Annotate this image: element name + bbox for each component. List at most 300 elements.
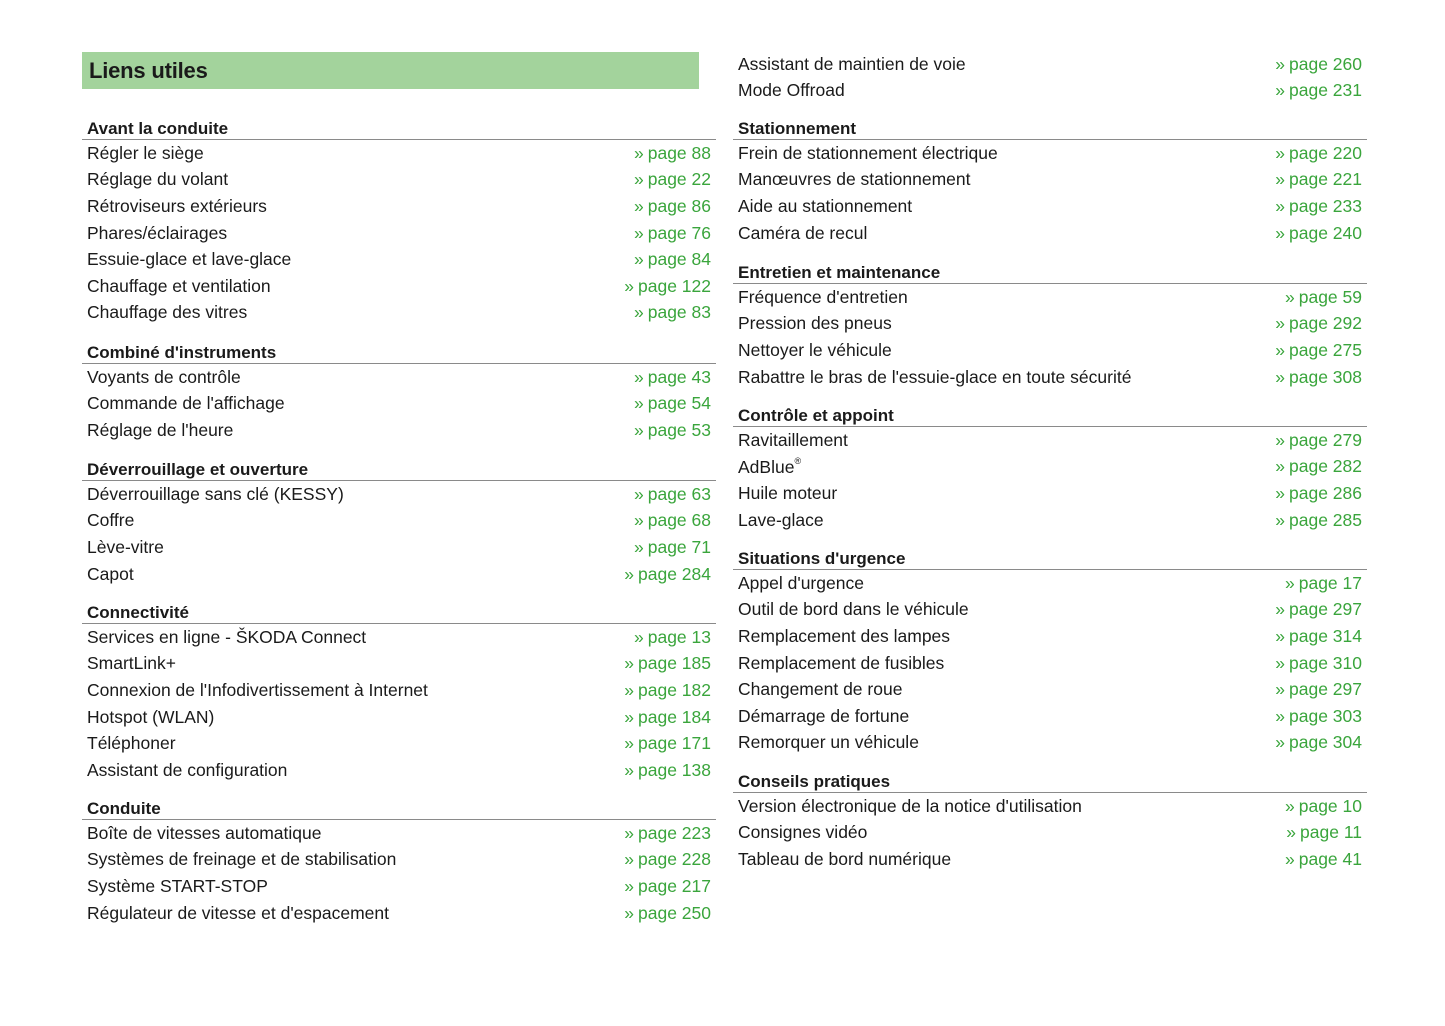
page-ref[interactable]: page 282 xyxy=(1289,456,1362,477)
page-link[interactable] xyxy=(634,510,711,531)
item-label-text: Caméra de recul xyxy=(738,222,868,243)
list-item xyxy=(733,570,1367,597)
item-label-text: Connexion de l'Infodivertissement à Internet xyxy=(87,679,428,700)
raquo-icon: » xyxy=(1275,222,1285,243)
page-ref[interactable]: page 220 xyxy=(1289,142,1362,163)
page-ref[interactable]: page 292 xyxy=(1289,313,1362,334)
list-item xyxy=(733,284,1367,311)
item-label xyxy=(738,796,1082,817)
raquo-icon: » xyxy=(624,902,634,923)
list-item xyxy=(82,624,716,651)
item-label-text: Essuie-glace et lave-glace xyxy=(87,249,292,270)
item-label xyxy=(738,169,970,190)
list-item xyxy=(733,703,1367,730)
page-ref[interactable]: page 122 xyxy=(638,275,711,296)
item-label xyxy=(87,420,233,441)
item-label-text: Déverrouillage sans clé (KESSY) xyxy=(87,483,344,504)
item-label xyxy=(87,903,389,924)
item-label-text: Nettoyer le véhicule xyxy=(738,339,892,360)
list-item xyxy=(733,597,1367,624)
page-link[interactable] xyxy=(634,393,711,414)
item-label-text: Version électronique de la notice d'utilisation xyxy=(738,795,1082,816)
list-item xyxy=(733,846,1367,873)
page-link[interactable] xyxy=(1275,626,1362,647)
page-title: Liens utiles xyxy=(89,57,208,83)
list-item xyxy=(733,140,1367,167)
raquo-icon: » xyxy=(1275,142,1285,163)
page-ref[interactable]: page 221 xyxy=(1289,169,1362,190)
raquo-icon: » xyxy=(634,510,644,531)
list-item xyxy=(733,623,1367,650)
page-ref[interactable]: page 250 xyxy=(638,902,711,923)
page-link[interactable] xyxy=(1286,822,1362,843)
page-link[interactable] xyxy=(1275,143,1362,164)
page-ref[interactable]: page 53 xyxy=(647,419,711,440)
list-item xyxy=(733,311,1367,338)
page-link[interactable] xyxy=(634,223,711,244)
page-ref[interactable]: page 217 xyxy=(638,875,711,896)
list-item xyxy=(82,508,716,535)
page-link[interactable] xyxy=(1275,169,1362,190)
page-link[interactable] xyxy=(624,903,711,924)
item-label-text: Réglage de l'heure xyxy=(87,419,234,440)
page-ref[interactable]: page 184 xyxy=(638,706,711,727)
item-label-text: Boîte de vitesses automatique xyxy=(87,822,322,843)
list-item xyxy=(82,847,716,874)
raquo-icon: » xyxy=(1275,53,1285,74)
list-item xyxy=(82,677,716,704)
item-label xyxy=(738,653,944,674)
raquo-icon: » xyxy=(624,875,634,896)
item-label xyxy=(87,537,164,558)
page-link[interactable] xyxy=(1275,706,1362,727)
page-link[interactable] xyxy=(624,849,711,870)
page-ref[interactable]: page 171 xyxy=(638,733,711,754)
page-link[interactable] xyxy=(1275,80,1362,101)
page-link[interactable] xyxy=(634,196,711,217)
page-link[interactable] xyxy=(624,733,711,754)
item-label xyxy=(738,706,909,727)
item-label xyxy=(87,823,321,844)
item-label xyxy=(87,707,214,728)
raquo-icon: » xyxy=(1275,429,1285,450)
raquo-icon: » xyxy=(634,366,644,387)
list-item xyxy=(82,364,716,391)
list-item xyxy=(733,676,1367,703)
page-ref[interactable]: page 88 xyxy=(647,142,711,163)
item-label-text: Appel d'urgence xyxy=(738,572,864,593)
item-label xyxy=(738,143,998,164)
page-ref[interactable]: page 233 xyxy=(1289,195,1362,216)
item-label-text: Commande de l'affichage xyxy=(87,393,285,414)
item-label xyxy=(87,223,227,244)
section-heading: Stationnement xyxy=(733,114,1367,140)
page-ref[interactable]: page 240 xyxy=(1289,222,1362,243)
page-ref[interactable]: page 41 xyxy=(1298,848,1362,869)
raquo-icon: » xyxy=(624,563,634,584)
page-link[interactable] xyxy=(1275,223,1362,244)
page-link[interactable] xyxy=(634,420,711,441)
list-item xyxy=(82,820,716,847)
item-label-text: Services en ligne - ŠKODA Connect xyxy=(87,626,367,647)
item-label-text: Rétroviseurs extérieurs xyxy=(87,195,267,216)
page-ref[interactable]: page 138 xyxy=(638,759,711,780)
page-link[interactable] xyxy=(634,249,711,270)
page-link[interactable] xyxy=(624,707,711,728)
section-entretien-et-maintenance xyxy=(733,258,1367,390)
item-label-text: Aide au stationnement xyxy=(738,195,913,216)
page-ref[interactable]: page 231 xyxy=(1289,80,1362,101)
section-heading: Connectivité xyxy=(82,598,716,624)
registered-mark: ® xyxy=(794,455,802,466)
page-ref[interactable]: page 54 xyxy=(647,393,711,414)
section-conseils-pratiques xyxy=(733,767,1367,873)
item-label xyxy=(738,196,912,217)
item-label xyxy=(738,430,848,451)
list-item xyxy=(82,873,716,900)
page-link[interactable] xyxy=(624,680,711,701)
page-ref[interactable]: page 17 xyxy=(1298,572,1362,593)
list-item xyxy=(82,900,716,927)
page-ref[interactable]: page 182 xyxy=(638,679,711,700)
raquo-icon: » xyxy=(1285,572,1295,593)
item-label-text: Lave-glace xyxy=(738,509,824,530)
section-heading: Situations d'urgence xyxy=(733,544,1367,570)
section-heading: Avant la conduite xyxy=(82,114,716,140)
section-conduite xyxy=(82,794,716,926)
page-link[interactable] xyxy=(1285,796,1362,817)
item-label-text: Coffre xyxy=(87,510,135,531)
item-label xyxy=(87,876,268,897)
page-ref[interactable]: page 11 xyxy=(1300,822,1362,843)
item-label-text: Régulateur de vitesse et d'espacement xyxy=(87,902,389,923)
list-item xyxy=(733,167,1367,194)
page-ref[interactable]: page 303 xyxy=(1289,705,1362,726)
item-label-text: Remplacement des lampes xyxy=(738,625,951,646)
list-item xyxy=(733,507,1367,534)
item-label xyxy=(87,367,241,388)
item-label xyxy=(87,249,291,270)
page-link[interactable] xyxy=(1275,456,1362,477)
item-label xyxy=(738,456,801,478)
raquo-icon: » xyxy=(634,483,644,504)
page-ref[interactable]: page 297 xyxy=(1289,599,1362,620)
raquo-icon: » xyxy=(1285,795,1295,816)
item-label-text: Voyants de contrôle xyxy=(87,366,241,387)
section-controle-et-appoint xyxy=(733,401,1367,533)
item-label-text: Système START-STOP xyxy=(87,875,268,896)
section-combine-d-instruments xyxy=(82,338,716,444)
raquo-icon: » xyxy=(1275,80,1285,101)
list-item xyxy=(82,167,716,194)
item-label-text: Outil de bord dans le véhicule xyxy=(738,599,969,620)
page-ref[interactable]: page 297 xyxy=(1289,679,1362,700)
raquo-icon: » xyxy=(624,679,634,700)
section-deverrouillage-et-ouverture xyxy=(82,455,716,587)
raquo-icon: » xyxy=(624,849,634,870)
list-item xyxy=(82,391,716,418)
item-label xyxy=(738,313,892,334)
item-label-text: Pression des pneus xyxy=(738,313,892,334)
page-ref[interactable]: page 284 xyxy=(638,563,711,584)
raquo-icon: » xyxy=(624,275,634,296)
section-connectivite xyxy=(82,598,716,784)
item-label-text: Réglage du volant xyxy=(87,169,229,190)
page-ref[interactable]: page 71 xyxy=(647,536,711,557)
item-label xyxy=(87,627,366,648)
raquo-icon: » xyxy=(1275,679,1285,700)
page-ref[interactable]: page 86 xyxy=(647,195,711,216)
list-item xyxy=(82,730,716,757)
item-label-text: Capot xyxy=(87,563,134,584)
item-label-text: Fréquence d'entretien xyxy=(738,286,908,307)
page-ref[interactable]: page 310 xyxy=(1289,652,1362,673)
raquo-icon: » xyxy=(634,536,644,557)
raquo-icon: » xyxy=(634,626,644,647)
page-link[interactable] xyxy=(634,367,711,388)
page-link[interactable] xyxy=(634,484,711,505)
page-link[interactable] xyxy=(624,276,711,297)
page-link[interactable] xyxy=(1275,313,1362,334)
item-label xyxy=(87,760,287,781)
raquo-icon: » xyxy=(624,759,634,780)
page-ref[interactable]: page 63 xyxy=(647,483,711,504)
page-ref[interactable]: page 10 xyxy=(1298,795,1362,816)
item-label xyxy=(738,80,845,101)
item-label-text: Régler le siège xyxy=(87,142,204,163)
page-link[interactable] xyxy=(634,627,711,648)
raquo-icon: » xyxy=(1275,169,1285,190)
raquo-icon: » xyxy=(624,733,634,754)
page-link[interactable] xyxy=(1285,573,1362,594)
section-heading: Entretien et maintenance xyxy=(733,258,1367,284)
list-item xyxy=(733,364,1367,391)
item-label xyxy=(738,510,824,531)
page-link[interactable] xyxy=(1275,367,1362,388)
raquo-icon: » xyxy=(634,222,644,243)
page-link[interactable] xyxy=(1275,340,1362,361)
page-ref[interactable]: page 260 xyxy=(1289,53,1362,74)
item-label xyxy=(738,599,969,620)
page-ref[interactable]: page 304 xyxy=(1289,732,1362,753)
list-item xyxy=(733,650,1367,677)
page-ref[interactable]: page 228 xyxy=(638,849,711,870)
raquo-icon: » xyxy=(1275,482,1285,503)
item-label-text: Huile moteur xyxy=(738,482,838,503)
page-ref[interactable]: page 76 xyxy=(647,222,711,243)
item-label-text: Frein de stationnement électrique xyxy=(738,142,998,163)
section-heading: Conseils pratiques xyxy=(733,767,1367,793)
list-item xyxy=(733,820,1367,847)
section-avant-la-conduite xyxy=(82,114,716,326)
page-ref[interactable]: page 22 xyxy=(647,169,711,190)
section-situations-d-urgence xyxy=(733,544,1367,756)
raquo-icon: » xyxy=(1275,625,1285,646)
raquo-icon: » xyxy=(1275,509,1285,530)
item-label xyxy=(87,564,134,585)
raquo-icon: » xyxy=(1275,599,1285,620)
item-label xyxy=(738,367,1131,388)
item-label xyxy=(738,822,867,843)
list-item xyxy=(82,481,716,508)
list-item xyxy=(733,51,1367,78)
section-heading: Combiné d'instruments xyxy=(82,338,716,364)
list-item xyxy=(733,220,1367,247)
page-link[interactable] xyxy=(634,143,711,164)
list-item xyxy=(82,140,716,167)
raquo-icon: » xyxy=(1275,732,1285,753)
item-label xyxy=(738,340,892,361)
raquo-icon: » xyxy=(1275,313,1285,334)
list-item xyxy=(733,480,1367,507)
list-item xyxy=(733,337,1367,364)
item-label xyxy=(87,393,285,414)
raquo-icon: » xyxy=(1275,195,1285,216)
item-label xyxy=(87,733,176,754)
page-link[interactable] xyxy=(1275,483,1362,504)
page-ref[interactable]: page 185 xyxy=(638,653,711,674)
item-label-text: Remplacement de fusibles xyxy=(738,652,945,673)
page-ref[interactable]: page 279 xyxy=(1289,429,1362,450)
item-label xyxy=(738,287,908,308)
item-label-text: Remorquer un véhicule xyxy=(738,732,919,753)
title-bar xyxy=(82,52,699,89)
item-label-text: Rabattre le bras de l'essuie-glace en toute sécurité xyxy=(738,366,1132,387)
page-ref[interactable]: page 83 xyxy=(647,302,711,323)
page-link[interactable] xyxy=(1275,54,1362,75)
item-label xyxy=(738,849,951,870)
item-label-text: Démarrage de fortune xyxy=(738,705,910,726)
list-item xyxy=(82,534,716,561)
page-link[interactable] xyxy=(624,876,711,897)
page-link[interactable] xyxy=(1275,430,1362,451)
page-ref[interactable]: page 43 xyxy=(647,366,711,387)
raquo-icon: » xyxy=(1275,652,1285,673)
list-item xyxy=(82,246,716,273)
page-link[interactable] xyxy=(634,169,711,190)
item-label xyxy=(87,143,204,164)
item-label-text: Tableau de bord numérique xyxy=(738,848,952,869)
section-continued xyxy=(733,51,1367,104)
item-label xyxy=(87,302,247,323)
item-label-text: Assistant de maintien de voie xyxy=(738,53,966,74)
list-item xyxy=(82,220,716,247)
item-label xyxy=(738,483,837,504)
page-link[interactable] xyxy=(1285,849,1362,870)
page-link[interactable] xyxy=(1275,599,1362,620)
list-item xyxy=(82,193,716,220)
raquo-icon: » xyxy=(1286,822,1297,843)
item-label xyxy=(87,510,134,531)
item-label xyxy=(738,223,867,244)
page-ref[interactable]: page 285 xyxy=(1289,509,1362,530)
raquo-icon: » xyxy=(634,393,644,414)
page-link[interactable] xyxy=(1275,732,1362,753)
item-label xyxy=(87,484,344,505)
raquo-icon: » xyxy=(634,195,644,216)
page-link[interactable] xyxy=(634,537,711,558)
item-label xyxy=(738,732,919,753)
item-label-text: SmartLink+ xyxy=(87,653,176,674)
section-heading: Déverrouillage et ouverture xyxy=(82,455,716,481)
page-ref[interactable]: page 68 xyxy=(647,510,711,531)
list-item xyxy=(733,78,1367,105)
raquo-icon: » xyxy=(1275,705,1285,726)
page-link[interactable] xyxy=(624,564,711,585)
page-link[interactable] xyxy=(624,760,711,781)
item-label-text: Manœuvres de stationnement xyxy=(738,169,971,190)
list-item xyxy=(82,704,716,731)
list-item xyxy=(82,417,716,444)
item-label xyxy=(738,54,966,75)
page-link[interactable] xyxy=(624,823,711,844)
page-ref[interactable]: page 223 xyxy=(638,822,711,843)
raquo-icon: » xyxy=(624,706,634,727)
item-label xyxy=(738,626,950,647)
item-label-text: Systèmes de freinage et de stabilisation xyxy=(87,849,397,870)
list-item xyxy=(733,427,1367,454)
item-label xyxy=(87,169,228,190)
item-label-text: Consignes vidéo xyxy=(738,822,868,843)
item-label xyxy=(87,653,176,674)
raquo-icon: » xyxy=(624,822,634,843)
list-item xyxy=(733,793,1367,820)
raquo-icon: » xyxy=(1285,848,1295,869)
page-ref[interactable]: page 84 xyxy=(647,249,711,270)
item-label xyxy=(87,196,267,217)
section-stationnement xyxy=(733,114,1367,246)
item-label xyxy=(87,680,428,701)
section-heading: Contrôle et appoint xyxy=(733,401,1367,427)
list-item xyxy=(82,651,716,678)
list-item xyxy=(82,300,716,327)
page-ref[interactable]: page 314 xyxy=(1289,625,1362,646)
item-label-text: Mode Offroad xyxy=(738,80,845,101)
item-label xyxy=(738,573,864,594)
item-label-text: Ravitaillement xyxy=(738,429,848,450)
item-label-text: Lève-vitre xyxy=(87,536,164,557)
page-ref[interactable]: page 275 xyxy=(1289,339,1362,360)
item-label xyxy=(87,276,271,297)
page-link[interactable] xyxy=(1285,287,1362,308)
raquo-icon: » xyxy=(634,169,644,190)
page-link[interactable] xyxy=(624,653,711,674)
raquo-icon: » xyxy=(1275,339,1285,360)
item-label-text: Chauffage des vitres xyxy=(87,302,248,323)
item-label-text: AdBlue xyxy=(738,456,795,477)
page-link[interactable] xyxy=(1275,679,1362,700)
page-link[interactable] xyxy=(1275,510,1362,531)
section-heading: Conduite xyxy=(82,794,716,820)
page-ref[interactable]: page 13 xyxy=(647,626,711,647)
raquo-icon: » xyxy=(1275,366,1285,387)
page-ref[interactable]: page 59 xyxy=(1298,286,1362,307)
page-link[interactable] xyxy=(634,302,711,323)
raquo-icon: » xyxy=(1275,456,1285,477)
item-label xyxy=(87,849,396,870)
item-label-text: Changement de roue xyxy=(738,679,903,700)
page-link[interactable] xyxy=(1275,653,1362,674)
page-link[interactable] xyxy=(1275,196,1362,217)
page-ref[interactable]: page 286 xyxy=(1289,482,1362,503)
item-label-text: Hotspot (WLAN) xyxy=(87,706,215,727)
item-label-text: Phares/éclairages xyxy=(87,222,228,243)
item-label-text: Téléphoner xyxy=(87,733,176,754)
page-ref[interactable]: page 308 xyxy=(1289,366,1362,387)
list-item xyxy=(733,454,1367,481)
raquo-icon: » xyxy=(1285,286,1295,307)
raquo-icon: » xyxy=(634,249,644,270)
